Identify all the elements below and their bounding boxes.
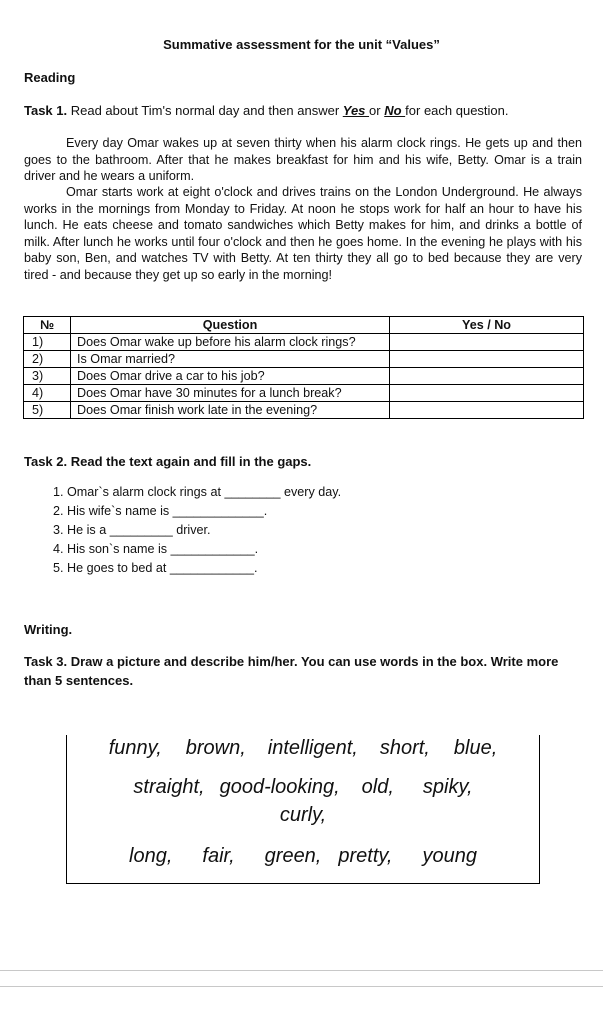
word: blue, bbox=[453, 737, 498, 759]
word-line-1 bbox=[67, 737, 539, 760]
word-line-4 bbox=[67, 845, 539, 868]
row-number: 1) bbox=[24, 334, 71, 351]
task3-instruction: Task 3. Draw a picture and describe him/her. You can use words in the box. Write more than 5 sentences. bbox=[24, 654, 559, 688]
table-row bbox=[24, 351, 584, 368]
header-yes-no: Yes / No bbox=[390, 317, 584, 334]
writing-heading: Writing. bbox=[24, 622, 73, 637]
word: spiky, bbox=[422, 776, 473, 798]
table-row bbox=[24, 385, 584, 402]
header-number: № bbox=[24, 317, 71, 334]
row-number: 2) bbox=[24, 351, 71, 368]
reading-paragraph-1: Every day Omar wakes up at seven thirty when his alarm clock rings. He gets up and then goes to the bathroom. After that he makes breakfast for him and his wife, Betty. Omar is a train driver and he wears a uniform. bbox=[24, 136, 582, 183]
table-row bbox=[24, 368, 584, 385]
row-answer-cell[interactable] bbox=[390, 385, 584, 402]
word-box bbox=[66, 735, 540, 884]
word: curly, bbox=[279, 804, 327, 826]
word-line-2 bbox=[67, 776, 539, 799]
reading-heading: Reading bbox=[24, 70, 76, 85]
row-answer-cell[interactable] bbox=[390, 334, 584, 351]
row-answer-cell[interactable] bbox=[390, 402, 584, 419]
list-item: 3. He is a _________ driver. bbox=[67, 521, 341, 540]
table-header-row bbox=[24, 317, 584, 334]
row-question: Does Omar wake up before his alarm clock rings? bbox=[71, 334, 390, 351]
task1-text-c: for each question. bbox=[405, 103, 509, 118]
task1-text-b: or bbox=[369, 103, 385, 118]
word: funny, bbox=[108, 737, 162, 759]
list-item: 1. Omar`s alarm clock rings at ________ every day. bbox=[67, 483, 341, 502]
reading-paragraph-2: Omar starts work at eight o'clock and drives trains on the London Underground. He always works in the mornings from Monday to Friday. At noon he stops work for half an hour to have his lunch. He eats cheese and tomato sandwiches which Betty makes for him, and drinks a bottle of milk. After lunch he works until four o'clock and then he goes home. In the evening he plays with his baby son, Ben, and watches TV with Betty. At ten thirty they all go to bed because they are very tired - and because they get up so early in the morning! bbox=[24, 185, 582, 282]
word-line-3 bbox=[67, 804, 539, 827]
row-answer-cell[interactable] bbox=[390, 351, 584, 368]
gap-fill-list bbox=[26, 483, 341, 578]
task2-heading: Task 2. Read the text again and fill in the gaps. bbox=[24, 454, 312, 469]
word: fair, bbox=[202, 845, 235, 867]
list-item: 4. His son`s name is ____________. bbox=[67, 540, 341, 559]
table-row bbox=[24, 402, 584, 419]
header-question: Question bbox=[71, 317, 390, 334]
word: good-looking, bbox=[219, 776, 340, 798]
questions-table bbox=[23, 316, 584, 419]
task1-instruction bbox=[24, 103, 509, 118]
list-item: 2. His wife`s name is _____________. bbox=[67, 502, 341, 521]
word: straight, bbox=[133, 776, 205, 798]
page-title: Summative assessment for the unit “Values” bbox=[163, 37, 440, 52]
word: brown, bbox=[185, 737, 246, 759]
list-item: 5. He goes to bed at ____________. bbox=[67, 559, 341, 578]
row-answer-cell[interactable] bbox=[390, 368, 584, 385]
word: short, bbox=[379, 737, 430, 759]
divider bbox=[0, 986, 603, 987]
task1-yes: Yes bbox=[342, 103, 370, 118]
task1-text-a: Read about Tim's normal day and then answer bbox=[67, 103, 343, 118]
row-question: Does Omar finish work late in the evening? bbox=[71, 402, 390, 419]
divider bbox=[0, 970, 603, 971]
row-number: 5) bbox=[24, 402, 71, 419]
row-question: Does Omar drive a car to his job? bbox=[71, 368, 390, 385]
task1-no: No bbox=[384, 103, 406, 118]
row-question: Is Omar married? bbox=[71, 351, 390, 368]
table-row bbox=[24, 334, 584, 351]
word: intelligent, bbox=[267, 737, 358, 759]
word: young bbox=[422, 845, 477, 867]
word: pretty, bbox=[338, 845, 393, 867]
word: green, bbox=[264, 845, 322, 867]
word: old, bbox=[361, 776, 394, 798]
row-number: 3) bbox=[24, 368, 71, 385]
word: long, bbox=[129, 845, 173, 867]
task1-label: Task 1. bbox=[24, 103, 68, 118]
row-question: Does Omar have 30 minutes for a lunch break? bbox=[71, 385, 390, 402]
row-number: 4) bbox=[24, 385, 71, 402]
